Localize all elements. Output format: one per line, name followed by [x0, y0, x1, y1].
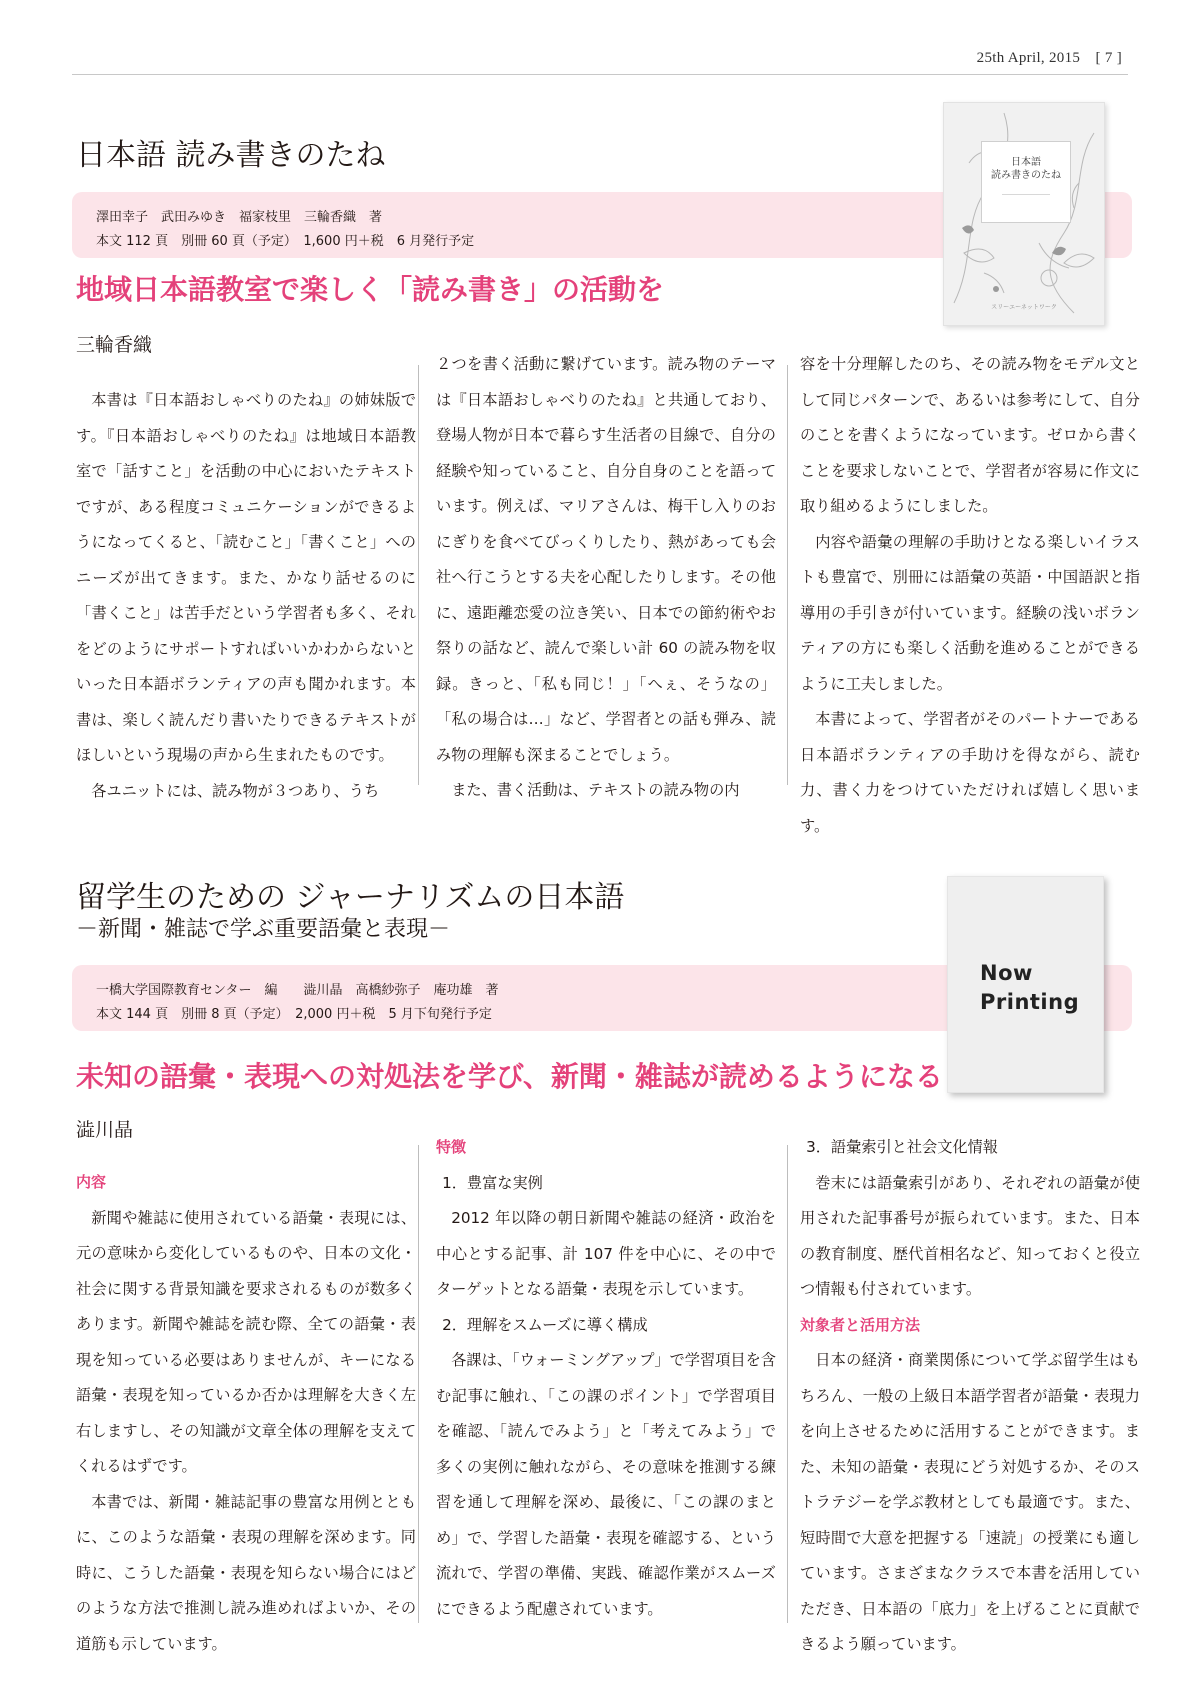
paragraph: 本書は『日本語おしゃべりのたね』の姉妹版です。『日本語おしゃべりのたね』は地域日本語教室で「話すこと」を活動の中心においたテキストですが、ある程度コミュニケーションができるようになってくると、「読むこと」「書くこと」へのニーズが出てきます。また、かなり話せるのに「書くこと」は苦手だという学習者も多く、それをどのようにサポートすればいいかわからないといった日本語ボランティアの声も聞かれます。本書は、楽しく読んだり書いたりできるテキストがほしいという現場の声から生まれたものです。 — [76, 391, 416, 764]
column-divider — [418, 365, 419, 785]
book1-authors: 澤田幸子 武田みゆき 福家枝里 三輪香織 著 — [96, 210, 383, 225]
feature-item: 1．豊富な実例 — [442, 1173, 543, 1192]
book2-subtitle: －新聞・雑誌で学ぶ重要語彙と表現－ — [76, 917, 451, 942]
paragraph: 巻末には語彙索引があり、それぞれの語彙が使用された記事番号が振られています。また、日本の教育制度、歴代首相名など、知っておくと役立つ情報も付されています。 — [800, 1173, 1140, 1298]
section-heading: 内容 — [76, 1173, 107, 1191]
book1-article-author: 三輪香織 — [76, 334, 153, 356]
paragraph: 本書によって、学習者がそのパートナーである日本語ボランティアの手助けを得ながら、読む力、書く力をつけていただければ嬉しく思います。 — [800, 710, 1140, 835]
paragraph: 内容や語彙の理解の手助けとなる楽しいイラストも豊富で、別冊には語彙の英語・中国語訳と指導用の手引きが付いています。経験の浅いボランティアの方にも楽しく活動を進めることができるように工夫しました。 — [800, 532, 1140, 693]
paragraph: 新聞や雑誌に使用されている語彙・表現には、元の意味から変化しているものや、日本の文化・社会に関する背景知識を要求されるものが数多くあります。新聞や雑誌を読む際、全ての語彙・表現を知っている必要はありませんが、キーになる語彙・表現を知っているか否かは理解を大きく左右しますし、その知識が文章全体の理解を支えてくれるはずです。 — [76, 1208, 416, 1475]
paragraph: 各ユニットには、読み物が３つあり、うち — [91, 781, 380, 800]
paragraph: ２つを書く活動に繋げています。読み物のテーマは『日本語おしゃべりのたね』と共通しており、登場人物が日本で暮らす生活者の目線で、自分の経験や知っていること、自分自身のことを語っています。例えば、マリアさんは、梅干し入りのおにぎりを食べてびっくりしたり、熱があっても会社へ行こうとする夫を心配したりします。その他に、遠距離恋愛の泣き笑い、日本での節約術やお祭りの話など、読んで楽しい計 60 の読み物を収録。きっと、「私も同じ！」「へぇ、そうなの」「私の場合は…」など、学習者との話も弾み、読み物の理解も深まることでしょう。 — [436, 355, 776, 764]
book1-title: 日本語 読み書きのたね — [76, 138, 386, 173]
book2-specs: 本文 144 頁 別冊 8 頁（予定） 2,000 円＋税 5 月下旬発行予定 — [96, 1007, 492, 1022]
page-header — [72, 44, 1128, 75]
feature-item: 2．理解をスムーズに導く構成 — [442, 1315, 648, 1334]
book1-specs: 本文 112 頁 別冊 60 頁（予定） 1,600 円＋税 6 月発行予定 — [96, 234, 475, 249]
cover-publisher: スリーエーネットワーク — [991, 304, 1057, 311]
column-divider — [418, 1145, 419, 1623]
paragraph: 容を十分理解したのち、その読み物をモデル文として同じパターンで、あるいは参考にして、自分のことを書くようになっています。ゼロから書くことを要求しないことで、学習者が容易に作文に取り組めるようにしました。 — [800, 355, 1140, 515]
book1-catchphrase: 地域日本語教室で楽しく「読み書き」の活動を — [76, 273, 665, 306]
book2-column-2 — [436, 1130, 776, 1627]
book2-article-author: 澁川晶 — [76, 1119, 134, 1141]
book2-cover-placeholder — [947, 876, 1104, 1093]
paragraph: 2012 年以降の朝日新聞や雑誌の経済・政治を中心とする記事、計 107 件を中心に、その中でターゲットとなる語彙・表現を示しています。 — [436, 1209, 776, 1298]
paragraph: 各課は、「ウォーミングアップ」で学習項目を含む記事に触れ、「この課のポイント」で学習項目を確認、「読んでみよう」と「考えてみよう」で多くの実例に触れながら、その意味を推測する練習を通して理解を深め、最後に、「この課のまとめ」で、学習した語彙・表現を確認する、という流れで、学習の準備、実践、確認作業がスムーズにできるよう配慮されています。 — [436, 1351, 776, 1618]
book2-authors: 一橋大学国際教育センター 編 澁川晶 高橋紗弥子 庵功雄 著 — [96, 983, 499, 998]
book1-column-2 — [436, 347, 776, 809]
cover-authors-line: ―――――――――――― — [1002, 192, 1050, 197]
book1-cover-image — [943, 102, 1105, 326]
book2-title: 留学生のための ジャーナリズムの日本語 — [76, 880, 625, 915]
book2-column-3 — [800, 1130, 1140, 1663]
book1-column-3 — [800, 347, 1140, 844]
book2-column-1 — [76, 1165, 416, 1662]
book2-catchphrase: 未知の語彙・表現への対処法を学び、新聞・雑誌が読めるようになる — [76, 1060, 943, 1093]
now-printing-label: Now Printing — [980, 961, 1080, 1014]
section-heading: 特徴 — [436, 1138, 467, 1156]
cover-title: 日本語 読み書きのたね — [991, 157, 1061, 181]
column-divider — [787, 365, 788, 785]
issue-date-page: 25th April, 2015 [ 7 ] — [976, 50, 1122, 66]
paragraph: 日本の経済・商業関係について学ぶ留学生はもちろん、一般の上級日本語学習者が語彙・表現力を向上させるために活用することができます。また、未知の語彙・表現にどう対処するか、そのストラテジーを学ぶ教材としても最適です。また、短時間で大意を把握する「速読」の授業にも適しています。さまざまなクラスで本書を活用していただき、日本語の「底力」を上げることに貢献できるよう願っています。 — [800, 1351, 1140, 1653]
paragraph: また、書く活動は、テキストの読み物の内 — [451, 781, 740, 799]
paragraph: 本書では、新聞・雑誌記事の豊富な用例とともに、このような語彙・表現の理解を深めます。同時に、こうした語彙・表現を知らない場合にはどのような方法で推測し読み進めればよいか、その道筋も示しています。 — [76, 1492, 416, 1653]
column-divider — [787, 1145, 788, 1623]
feature-item: 3．語彙索引と社会文化情報 — [806, 1138, 998, 1156]
cover-title-panel — [981, 141, 1071, 223]
section-heading: 対象者と活用方法 — [800, 1315, 921, 1334]
book1-column-1 — [76, 383, 416, 809]
